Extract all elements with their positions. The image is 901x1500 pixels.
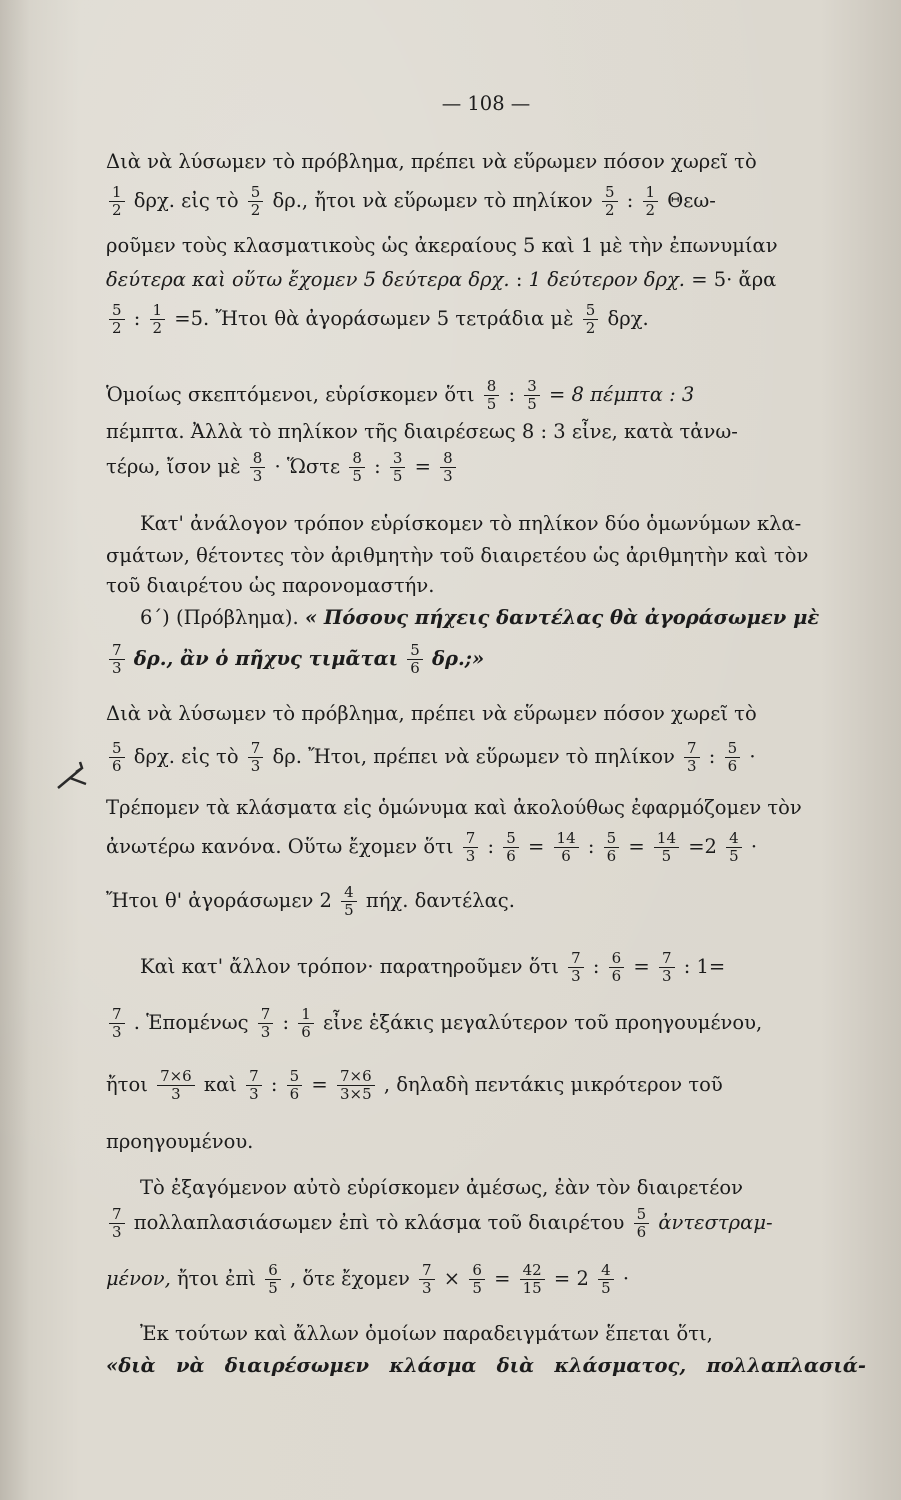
fraction: $\frac{8}{5}$: [484, 378, 500, 413]
text-line-4: δεύτερα καὶ οὕτω ἔχομεν 5 δεύτερα δρχ. : 1 δεύτερον δρχ. = 5· ἄρα: [106, 268, 777, 291]
fraction: $\frac{1}{6}$: [298, 1006, 314, 1041]
text-line-8: τέρω, ἴσον μὲ $\frac{8}{3}$ · Ὥστε $\frac{8}{5}$ : $\frac{3}{5}$ = $\frac{8}{3}$: [106, 450, 866, 485]
fraction: $\frac{3}{5}$: [390, 450, 406, 485]
fraction: $\frac{7}{3}$: [684, 740, 700, 775]
fraction: $\frac{8}{5}$: [349, 450, 365, 485]
text-line-20: $\frac{7}{3}$ . Ἑπομένως $\frac{7}{3}$ : $\frac{1}{6}$ εἶνε ἑξάκις μεγαλύτερον τοῦ προηγουμένου,: [106, 1006, 866, 1041]
text-line-17: ἀνωτέρω κανόνα. Οὕτω ἔχομεν ὅτι $\frac{7}{3}$ : $\frac{5}{6}$ = $\frac{14}{6}$ : $\frac{5}{6}$ = $\frac{14}{5}$ =2 $\frac{4}{5}$ ·: [106, 829, 758, 865]
text-line-16: Τρέπομεν τὰ κλάσματα εἰς ὁμώνυμα καὶ ἀκολούθως ἐφαρμόζομεν τὸν: [106, 796, 802, 819]
fraction: $\frac{1}{2}$: [109, 184, 125, 219]
fraction: $\frac{4}{5}$: [341, 884, 357, 919]
fraction: $\frac{5}{6}$: [287, 1068, 303, 1103]
fraction: $\frac{6}{5}$: [265, 1262, 281, 1297]
fraction: $\frac{4}{5}$: [598, 1262, 614, 1297]
text-line-9: Κατ' ἀνάλογον τρόπον εὑρίσκομεν τὸ πηλίκον δύο ὁμωνύμων κλα-: [140, 512, 802, 535]
fraction: $\frac{8}{3}$: [440, 450, 456, 485]
text-line-21: ἤτοι $\frac{7\times 6}{3}$ καὶ $\frac{7}{3}$ : $\frac{5}{6}$ = $\frac{7\times 6}{3\times 5}$ , δηλαδὴ πεντάκις μικρότερον τοῦ: [106, 1067, 723, 1103]
fraction: $\frac{7\times 6}{3}$: [157, 1068, 195, 1103]
text-line-22: προηγουμένου.: [106, 1130, 254, 1153]
text-line-1: Διὰ νὰ λύσωμεν τὸ πρόβλημα, πρέπει νὰ εὕρωμεν πόσον χωρεῖ τὸ: [106, 150, 757, 173]
fraction: $\frac{6}{5}$: [469, 1262, 485, 1297]
fraction: $\frac{42}{15}$: [520, 1262, 545, 1297]
fraction: $\frac{5}{6}$: [109, 740, 125, 775]
fraction: $\frac{14}{6}$: [554, 830, 579, 865]
fraction: $\frac{5}{6}$: [503, 830, 519, 865]
fraction: $\frac{5}{2}$: [109, 302, 125, 337]
fraction: $\frac{7}{3}$: [109, 642, 125, 677]
text-line-13: $\frac{7}{3}$ δρ., ἂν ὁ πῆχυς τιμᾶται $\frac{5}{6}$ δρ.;»: [106, 642, 866, 677]
fraction: $\frac{8}{3}$: [250, 450, 266, 485]
text-line-3: ροῦμεν τοὺς κλασματικοὺς ὡς ἀκεραίους 5 καὶ 1 μὲ τὴν ἐπωνυμίαν: [106, 234, 778, 257]
text-line-15: $\frac{5}{6}$ δρχ. εἰς τὸ $\frac{7}{3}$ δρ. Ἤτοι, πρέπει νὰ εὕρωμεν τὸ πηλίκον $\frac{7}{3}$ : $\frac{5}{6}$ ·: [106, 740, 866, 775]
text-line-18: Ἤτοι θ' ἀγοράσωμεν 2 $\frac{4}{5}$ πήχ. δαντέλας.: [106, 883, 515, 919]
fraction: $\frac{7}{3}$: [419, 1262, 435, 1297]
text-line-6: Ὁμοίως σκεπτόμενοι, εὑρίσκομεν ὅτι $\frac{8}{5}$ : $\frac{3}{5}$ = 8 πέμπτα : 3: [106, 377, 695, 413]
fraction: $\frac{5}{2}$: [248, 184, 264, 219]
fraction: $\frac{7}{3}$: [258, 1006, 274, 1041]
fraction: $\frac{1}{2}$: [150, 302, 166, 337]
fraction: $\frac{5}{2}$: [583, 302, 599, 337]
text-line-14: Διὰ νὰ λύσωμεν τὸ πρόβλημα, πρέπει νὰ εὕρωμεν πόσον χωρεῖ τὸ: [106, 702, 757, 725]
fraction: $\frac{5}{6}$: [725, 740, 741, 775]
fraction: $\frac{7}{3}$: [248, 740, 264, 775]
text-line-7: πέμπτα. Ἀλλὰ τὸ πηλίκον τῆς διαιρέσεως 8 : 3 εἶνε, κατὰ τἀνω-: [106, 420, 738, 443]
text-line-19: Καὶ κατ' ἄλλον τρόπον· παρατηροῦμεν ὅτι $\frac{7}{3}$ : $\frac{6}{6}$ = $\frac{7}{3}$ : 1=: [140, 949, 726, 985]
margin-mark-icon: [56, 758, 96, 798]
text-line-27: «διὰ νὰ διαιρέσωμεν κλάσμα διὰ κλάσματος, πολλαπλασιά-: [106, 1354, 866, 1377]
text-line-12: 6΄) (Πρόβλημα). « Πόσους πήχεις δαντέλας θὰ ἀγοράσωμεν μὲ: [140, 606, 820, 629]
text-line-26: Ἐκ τούτων καὶ ἄλλων ὁμοίων παραδειγμάτων ἕπεται ὅτι,: [140, 1322, 713, 1345]
text-line-23: Τὸ ἐξαγόμενον αὐτὸ εὑρίσκομεν ἀμέσως, ἐὰν τὸν διαιρετέον: [140, 1176, 744, 1199]
fraction: $\frac{5}{6}$: [604, 830, 620, 865]
text-line-2: $\frac{1}{2}$ δρχ. εἰς τὸ $\frac{5}{2}$ δρ., ἤτοι νὰ εὕρωμεν τὸ πηλίκον $\frac{5}{2}$ : $\frac{1}{2}$ Θεω-: [106, 184, 866, 219]
text-line-10: σμάτων, θέτοντες τὸν ἀριθμητὴν τοῦ διαιρετέου ὡς ἀριθμητὴν καὶ τὸν: [106, 544, 809, 567]
fraction: $\frac{1}{2}$: [643, 184, 659, 219]
fraction: $\frac{6}{6}$: [609, 950, 625, 985]
fraction: $\frac{5}{6}$: [634, 1206, 650, 1241]
fraction: $\frac{14}{5}$: [654, 830, 679, 865]
fraction: $\frac{7}{3}$: [463, 830, 479, 865]
fraction: $\frac{5}{2}$: [602, 184, 618, 219]
text-line-11: τοῦ διαιρέτου ὡς παρονομαστήν.: [106, 574, 435, 597]
fraction: $\frac{7}{3}$: [659, 950, 675, 985]
fraction: $\frac{4}{5}$: [726, 830, 742, 865]
fraction: $\frac{3}{5}$: [524, 378, 540, 413]
fraction: $\frac{7}{3}$: [568, 950, 584, 985]
fraction: $\frac{7}{3}$: [109, 1206, 125, 1241]
fraction: $\frac{7}{3}$: [246, 1068, 262, 1103]
text-line-24: $\frac{7}{3}$ πολλαπλασιάσωμεν ἐπὶ τὸ κλάσμα τοῦ διαιρέτου $\frac{5}{6}$ ἀντεστραμ-: [106, 1206, 866, 1241]
fraction: $\frac{5}{6}$: [407, 642, 423, 677]
page-number: — 108 —: [441, 92, 531, 115]
fraction: $\frac{7}{3}$: [109, 1006, 125, 1041]
text-line-5: $\frac{5}{2}$ : $\frac{1}{2}$ =5. Ἤτοι θὰ ἀγοράσωμεν 5 τετράδια μὲ $\frac{5}{2}$ δρχ.: [106, 302, 866, 337]
text-line-25: μένον, ἤτοι ἐπὶ $\frac{6}{5}$ , ὅτε ἔχομεν $\frac{7}{3}$ × $\frac{6}{5}$ = $\frac{42}{15}$ = 2 $\frac{4}{5}$ ·: [106, 1261, 630, 1297]
fraction: $\frac{7\times 6}{3\times 5}$: [337, 1068, 375, 1103]
